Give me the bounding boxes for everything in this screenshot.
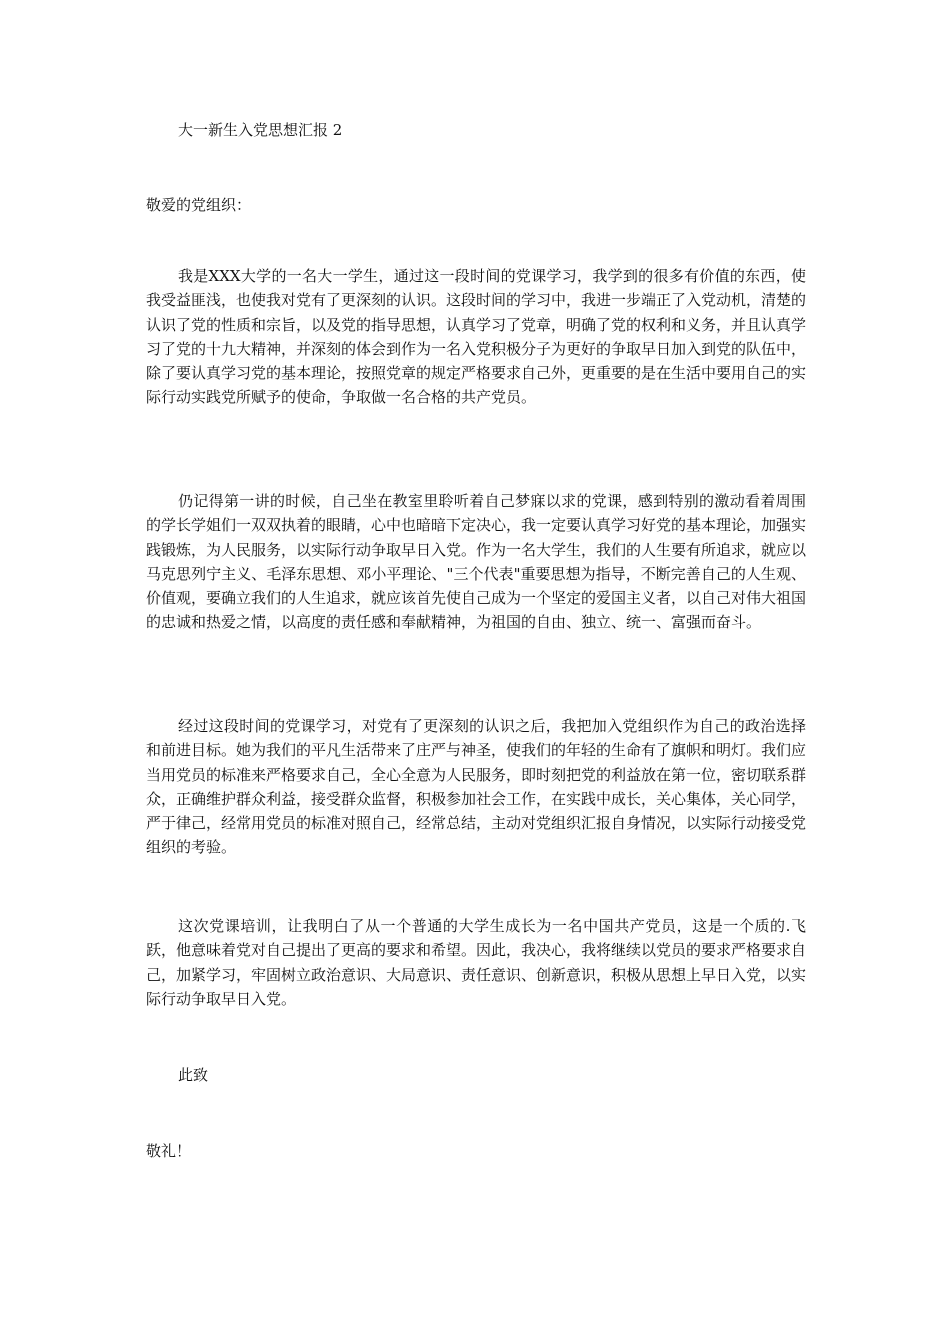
closing-text: 此致 [178,1066,209,1084]
regards-text: 敬礼！ [146,1142,192,1160]
body-paragraph: 经过这段时间的党课学习，对党有了更深刻的认识之后，我把加入党组织作为自己的政治选择和前进目标。她为我们的平凡生活带来了庄严与神圣，使我们的年轻的生命有了旗帜和明灯。我们应当用党员的标准来严格要求自己，全心全意为人民服务，即时刻把党的利益放在第一位，密切联系群众，正确维护群众利益，接受群众监督，积极参加社会工作，在实践中成长，关心集体，关心同学，严于律己，经常用党员的标准对照自己，经常总结，主动对党组织汇报自身情况，以实际行动接受党组织的考验。 [146,717,807,857]
body-paragraph: 我是XXX大学的一名大一学生，通过这一段时间的党课学习，我学到的很多有价值的东西，使我受益匪浅，也使我对党有了更深刻的认识。这段时间的学习中，我进一步端正了入党动机，清楚的认识了党的性质和宗旨，以及党的指导思想，认真学习了党章，明确了党的权利和义务，并且认真学习了党的十九大精神，并深刻的体会到作为一名入党积极分子为更好的争取早日加入到党的队伍中，除了要认真学习党的基本理论，按照党章的规定严格要求自己外，更重要的是在生活中要用自己的实际行动实践党所赋予的使命，争取做一名合格的共产党员。 [146,267,807,407]
body-paragraph: 这次党课培训，让我明白了从一个普通的大学生成长为一名中国共产党员，这是一个质的.飞跃，他意味着党对自己提出了更高的要求和希望。因此，我决心，我将继续以党员的要求严格要求自己，加紧学习，牢固树立政治意识、大局意识、责任意识、创新意识，积极从思想上早日入党，以实际行动争取早日入党。 [146,917,807,1008]
salutation: 敬爱的党组织： [146,196,252,214]
body-paragraph: 仍记得第一讲的时候，自己坐在教室里聆听着自己梦寐以求的党课，感到特别的激动看着周围的学长学姐们一双双执着的眼睛，心中也暗暗下定决心，我一定要认真学习好党的基本理论，加强实践锻炼，为人民服务，以实际行动争取早日入党。作为一名大学生，我们的人生要有所追求，就应以马克思列宁主义、毛泽东思想、邓小平理论、"三个代表"重要思想为指导，不断完善自己的人生观、价值观，要确立我们的人生追求，就应该首先使自己成为一个坚定的爱国主义者，以自己对伟大祖国的忠诚和热爱之情，以高度的责任感和奉献精神，为祖国的自由、独立、统一、富强而奋斗。 [146,492,807,632]
document-title: 大一新生入党思想汇报 2 [178,121,343,139]
